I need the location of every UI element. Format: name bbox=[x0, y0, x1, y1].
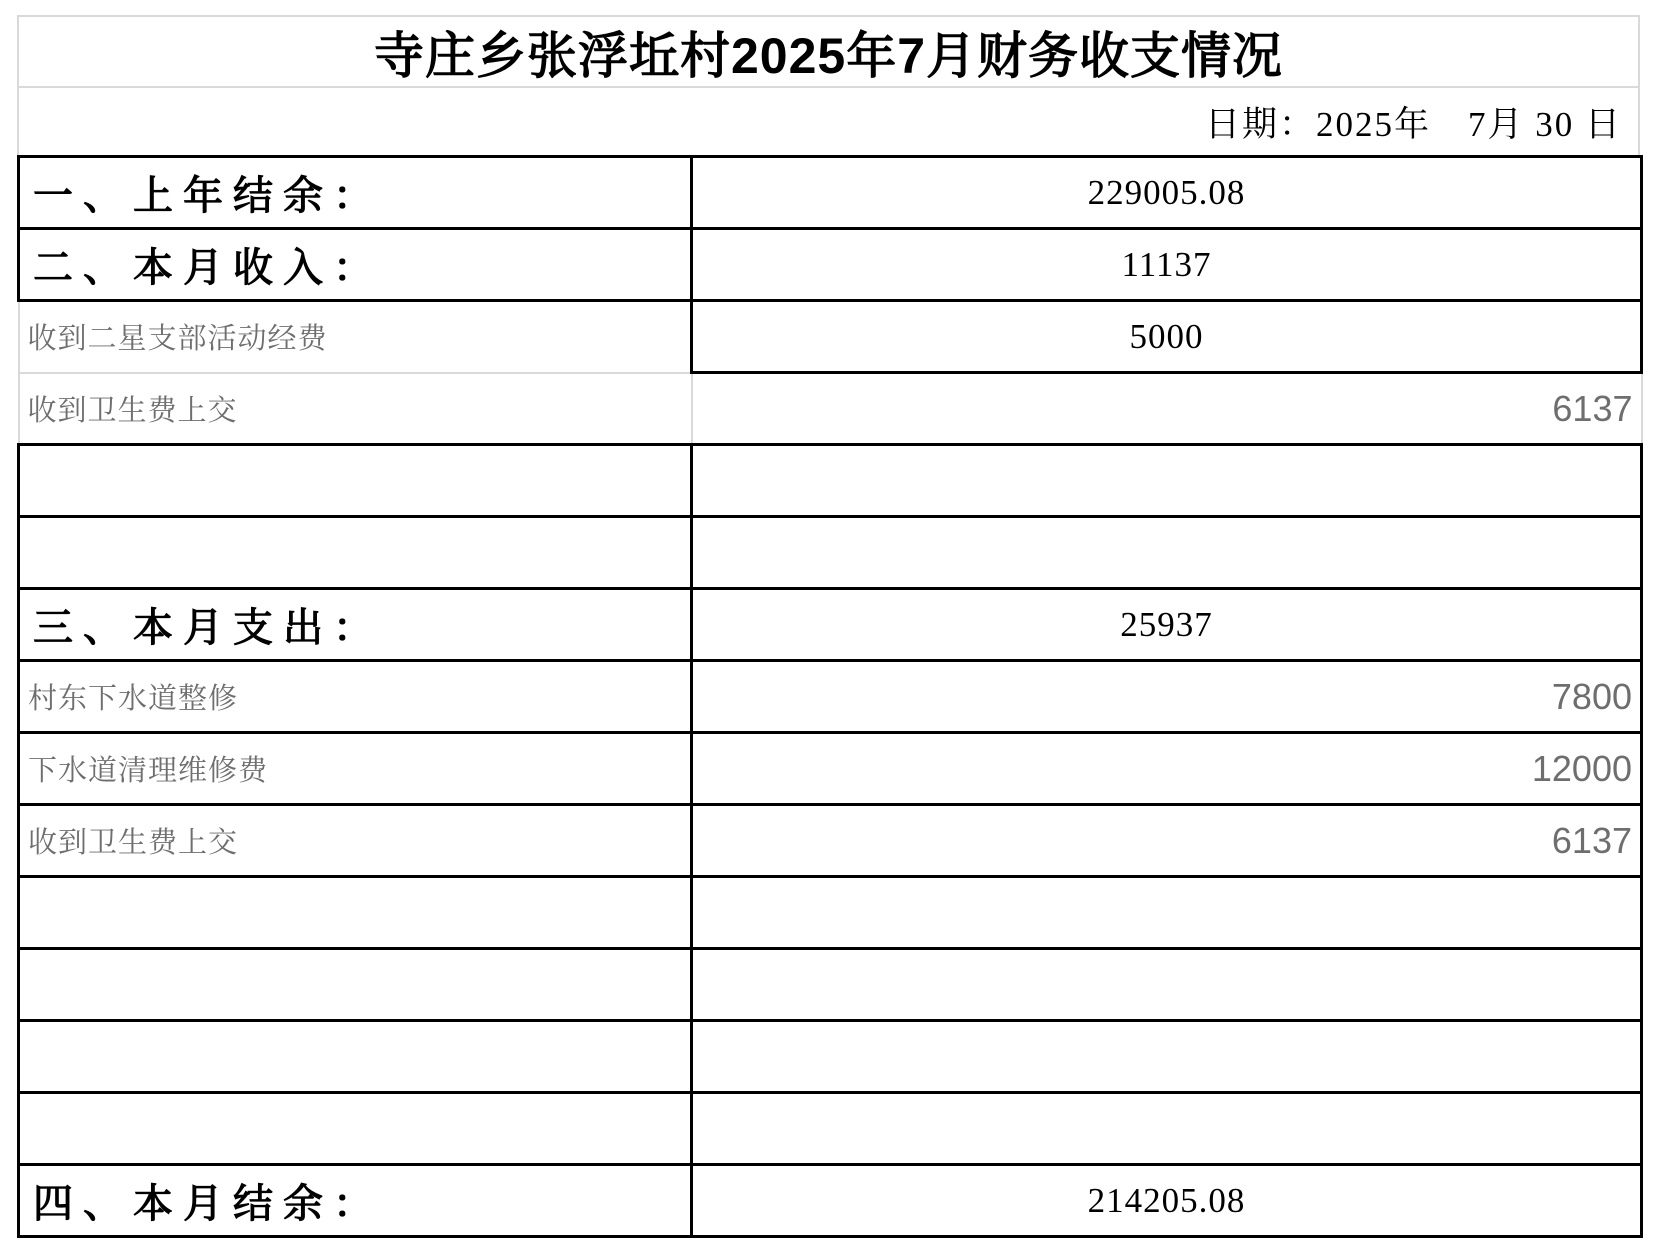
amount-cell: 6137 bbox=[692, 805, 1642, 877]
amount-cell: 11137 bbox=[692, 229, 1642, 301]
amount-cell: 214205.08 bbox=[692, 1165, 1642, 1237]
label-cell: 四、本月结余： bbox=[19, 1165, 692, 1237]
table-row-6 bbox=[19, 517, 1642, 589]
empty-value-cell bbox=[692, 517, 1642, 589]
table-row-8 bbox=[19, 661, 1642, 733]
table-row-4 bbox=[19, 373, 1642, 445]
empty-label-cell bbox=[19, 1093, 692, 1165]
table-row-1 bbox=[19, 157, 1642, 229]
label-cell: 一、上年结余： bbox=[19, 157, 692, 229]
table-row-14 bbox=[19, 1093, 1642, 1165]
table-row-10 bbox=[19, 805, 1642, 877]
label-cell: 二、本月收入： bbox=[19, 229, 692, 301]
label-cell: 下水道清理维修费 bbox=[19, 733, 692, 805]
label-cell: 收到二星支部活动经费 bbox=[19, 301, 692, 373]
amount-cell: 5000 bbox=[692, 301, 1642, 373]
table-row-15 bbox=[19, 1165, 1642, 1237]
table-row-9 bbox=[19, 733, 1642, 805]
empty-value-cell bbox=[692, 949, 1642, 1021]
report-date: 日期：2025年 7月 30 日 bbox=[1204, 104, 1622, 144]
empty-value-cell bbox=[692, 445, 1642, 517]
finance-table bbox=[17, 155, 1643, 1238]
empty-label-cell bbox=[19, 445, 692, 517]
empty-value-cell bbox=[692, 1021, 1642, 1093]
report-header bbox=[17, 15, 1640, 155]
label-cell: 收到卫生费上交 bbox=[19, 805, 692, 877]
empty-label-cell bbox=[19, 949, 692, 1021]
table-row-2 bbox=[19, 229, 1642, 301]
amount-cell: 6137 bbox=[692, 373, 1642, 445]
table-row-3 bbox=[19, 301, 1642, 373]
empty-label-cell bbox=[19, 517, 692, 589]
label-cell: 村东下水道整修 bbox=[19, 661, 692, 733]
amount-cell: 25937 bbox=[692, 589, 1642, 661]
empty-value-cell bbox=[692, 1093, 1642, 1165]
label-cell: 三、本月支出： bbox=[19, 589, 692, 661]
empty-label-cell bbox=[19, 1021, 692, 1093]
empty-value-cell bbox=[692, 877, 1642, 949]
table-row-5 bbox=[19, 445, 1642, 517]
table-row-11 bbox=[19, 877, 1642, 949]
table-row-12 bbox=[19, 949, 1642, 1021]
empty-label-cell bbox=[19, 877, 692, 949]
report-title: 寺庄乡张浮坵村2025年7月财务收支情况 bbox=[19, 17, 1638, 88]
amount-cell: 12000 bbox=[692, 733, 1642, 805]
table-row-13 bbox=[19, 1021, 1642, 1093]
table-row-7 bbox=[19, 589, 1642, 661]
amount-cell: 7800 bbox=[692, 661, 1642, 733]
label-cell: 收到卫生费上交 bbox=[19, 373, 692, 445]
amount-cell: 229005.08 bbox=[692, 157, 1642, 229]
